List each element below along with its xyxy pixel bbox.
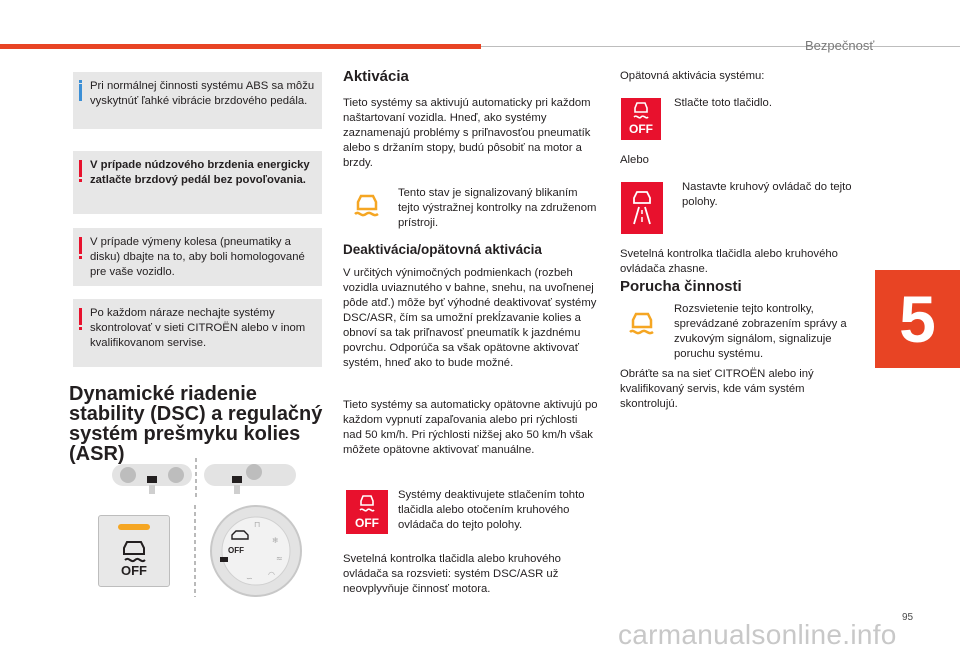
paragraph-warning-lamp: Tento stav je signalizovaný blikaním tejto výstražnej kontrolky na združenom prístroji. [398,187,597,229]
warning-icon [79,308,82,332]
section-heading-dsc-asr: Dynamické riadenie stability (DSC) a regulačný systém prešmyku kolies (ASR) [69,383,323,465]
svg-text:◠: ◠ [268,570,275,579]
paragraph-reactivation: Opätovná aktivácia systému: [620,70,765,82]
skid-car-icon [357,494,377,514]
paragraph-deactivation-4: Svetelná kontrolka tlačidla alebo kruhového ovládača sa rozsvieti: systém DSC/ASR už neovplyvňuje činnosť motora. [343,553,561,595]
info-icon [79,80,82,104]
info-note [73,72,322,129]
heading-fault: Porucha činnosti [620,278,742,295]
paragraph-deactivation-3: Systémy deaktivujete stlačením tohto tlačidla alebo otočením kruhového ovládača do tejto polohy. [398,489,585,531]
paragraph-fault: Rozsvietenie tejto kontrolky, sprevádzané zobrazením správy a zvukovým signálom, signalizuje poruchu systému. [674,303,847,360]
warning-note-3-text: Po každom náraze nechajte systémy skontrolovať v sieti CITROËN alebo v inom kvalifikovanom servise. [90,307,306,349]
warning-note-2 [73,228,322,286]
car-road-icon [628,190,656,226]
skid-warning-lamp-icon [346,192,386,224]
watermark: carmanualsonline.info [618,619,897,650]
heading-activation: Aktivácia [343,68,409,85]
warning-note-1-text: V prípade núdzového brzdenia energicky zatlačte brzdový pedál bez povoľovania. [90,159,310,186]
header-rule [481,46,960,47]
paragraph-lamp-off: Svetelná kontrolka tlačidla alebo kruhového ovládača zhasne. [620,248,838,275]
warning-note-3 [73,299,322,367]
heading-deactivation: Deaktivácia/opätovná aktivácia [343,242,542,257]
off-label: OFF [355,516,379,530]
svg-text:OFF: OFF [228,546,244,555]
skid-car-icon [631,101,651,121]
paragraph-service: Obráťte sa na sieť CITROËN alebo iný kvalifikovaný servis, kde vám systém skontrolujú. [620,368,814,410]
warning-note-2-text: V prípade výmeny kolesa (pneumatiky a disku) dbajte na to, aby boli homologované pre vaše vozidlo. [90,236,305,278]
paragraph-deactivation-1: V určitých výnimočných podmienkach (rozbeh vozidla uviaznutého v bahne, snehu, na uvoľnenej pôde atď.) môže byť výhodné deaktivovať systémy DSC/ASR, čím sa umožní prekĺzavanie kolies a obnoví sa tak priľnavosť pneumatík k jazdnému povrchu. Odporúča sa však opätovne aktivovať systém, hneď ako to bude možné. [343,267,597,369]
paragraph-dial-position: Nastavte kruhový ovládač do tejto polohy. [682,181,852,208]
svg-text:⊓: ⊓ [254,520,261,529]
warning-icon [79,237,82,261]
off-label: OFF [121,563,147,578]
chapter-number: 5 [899,282,936,356]
esp-off-symbol [621,98,661,140]
section-title: Bezpečnosť [805,38,875,53]
svg-text:❄: ❄ [272,536,279,545]
paragraph-press-button: Stlačte toto tlačidlo. [674,97,772,109]
info-note-text: Pri normálnej činnosti systému ABS sa môžu vyskytnúť ľahké vibrácie brzdového pedála. [90,80,315,107]
header-accent-bar [0,44,481,49]
page-number: 95 [902,612,914,623]
normal-mode-symbol [621,182,663,234]
esp-off-button-illustration [98,515,170,587]
paragraph-or: Alebo [620,154,649,166]
rotary-dial-illustration [188,505,308,597]
dashboard-switch-illustration [112,458,308,498]
warning-icon [79,160,82,184]
paragraph-deactivation-2: Tieto systémy sa automaticky opätovne aktivujú po každom vypnutí zapaľovania alebo pri rýchlosti nad 50 km/h. Pri rýchlosti nižšej ako 50 km/h však môžete opätovne aktivovať manuálne. [343,399,598,456]
paragraph-activation: Tieto systémy sa aktivujú automaticky pri každom naštartovaní vozidla. Hneď, ako systémy zaznamenajú problémy s priľnavosťou pneumatík alebo s držaním stopy, budú pôsobiť na motor a brzdy. [343,97,591,169]
svg-text:∽: ∽ [246,574,253,583]
svg-text:≈: ≈ [276,554,283,563]
esp-off-symbol [346,490,388,534]
amber-indicator-lamp [118,524,150,530]
skid-fault-lamp-icon [621,310,661,342]
chapter-tab [875,270,960,368]
off-label: OFF [629,122,653,136]
warning-note-1 [73,151,322,214]
